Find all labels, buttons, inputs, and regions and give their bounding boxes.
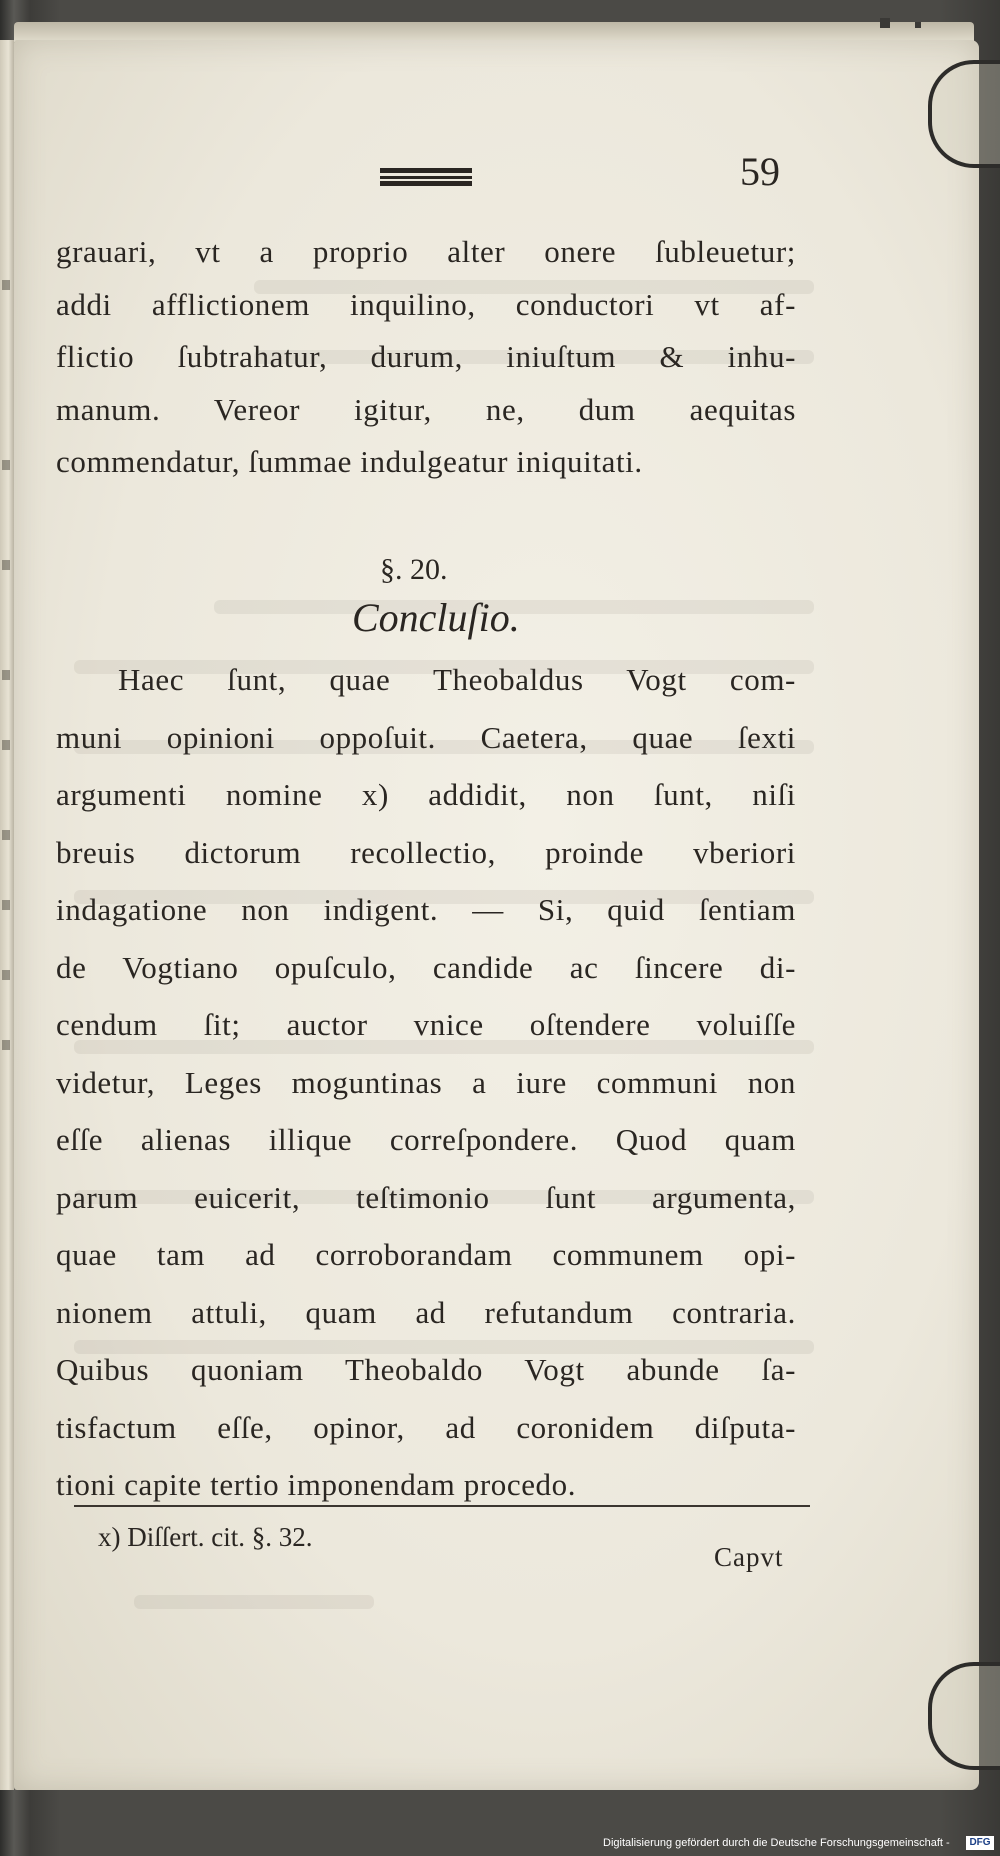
page-tab-marker [915,22,921,28]
text-line: breuis dictorum recollectio, proinde vberiori [56,834,796,870]
footnote: x) Diſſert. cit. §. 32. [98,1522,313,1552]
footnote-rule [74,1505,810,1507]
text-line: Haec ſunt, quae Theobaldus Vogt com- [118,662,796,697]
text-line: indagatione non indigent. — Si, quid ſentiam [56,892,796,927]
page-top-edge [14,22,974,42]
text-line: nionem attuli, quam ad refutandum contraria. [56,1294,796,1330]
text-line: cendum ſit; auctor vnice oſtendere voluiſſe [56,1007,796,1042]
text-line: parum euicerit, teſtimonio ſunt argumenta, [56,1179,796,1215]
digitization-credit: Digitalisierung gefördert durch die Deutsche Forschungsgemeinschaft - [603,1837,950,1849]
text-line: flictio ſubtrahatur, durum, iniuſtum & inhu- [56,339,796,374]
section-mark: §. 20. [380,553,448,586]
page-clip-top [928,60,1000,168]
header-ornament [380,168,472,186]
text-line: tioni capite tertio imponendam procedo. [56,1467,577,1502]
catchword: Capvt [714,1542,784,1572]
text-line: Quibus quoniam Theobaldo Vogt abunde ſa- [56,1352,796,1387]
text-line: tisfactum eſſe, opinor, ad coronidem diſputa- [56,1409,796,1445]
text-line: argumenti nomine x) addidit, non ſunt, niſi [56,777,796,812]
text-line: addi afflictionem inquilino, conductori vt af- [56,286,796,322]
page-clip-bottom [928,1662,1000,1770]
previous-page-edge [0,40,14,1790]
bleed-through [134,1595,374,1609]
text-line: eſſe alienas illique correſpondere. Quod quam [56,1122,796,1157]
text-line: commendatur, ſummae indulgeatur iniquitati. [56,444,643,479]
text-line: quae tam ad corroborandam communem opi- [56,1237,796,1272]
text-line: manum. Vereor igitur, ne, dum aequitas [56,391,796,427]
text-line: grauari, vt a proprio alter onere ſubleuetur; [56,234,796,269]
page-tab-marker [880,18,890,28]
text-line: videtur, Leges moguntinas a iure communi non [56,1064,796,1100]
text-line: de Vogtiano opuſculo, candide ac ſincere di- [56,949,796,985]
text-line: muni opinioni oppoſuit. Caetera, quae ſexti [56,719,796,755]
section-heading: Concluſio. [352,595,520,640]
page-number: 59 [740,149,780,194]
dfg-logo: DFG [966,1836,994,1850]
